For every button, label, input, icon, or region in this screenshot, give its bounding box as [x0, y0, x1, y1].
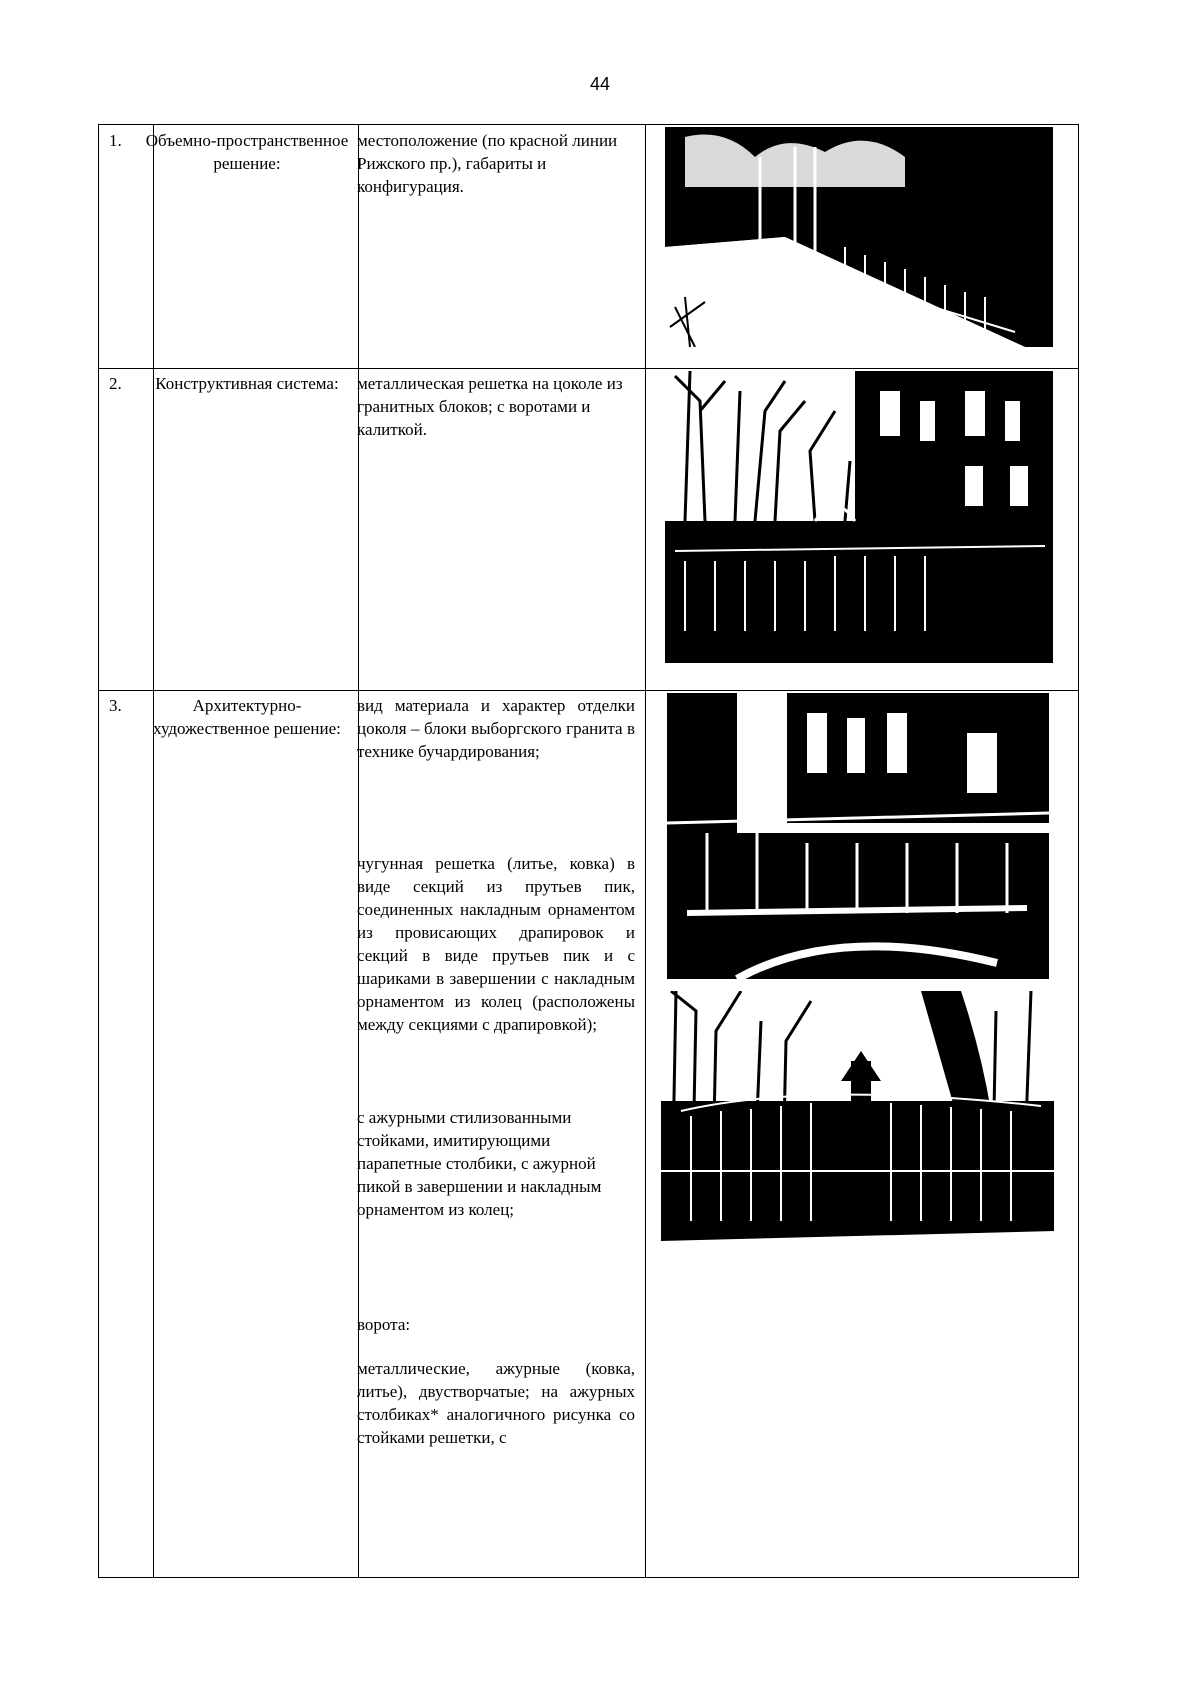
column-divider: [645, 125, 646, 1577]
description-paragraph: металлическая решетка на цоколе из гранитных блоков; с воротами и калиткой.: [357, 374, 623, 439]
fence-street-photo: [665, 127, 1053, 347]
description-paragraph: местоположение (по красной линии Рижского пр.), габариты и конфигурация.: [357, 131, 618, 196]
granite-plinth-photo: [667, 693, 1049, 979]
row-3-number: 3.: [109, 696, 122, 715]
description-paragraph: металлические, ажурные (ковка, литье), двустворчатые; на ажурных столбиках* аналогичного рисунка со стойками решетки, с: [357, 1359, 635, 1447]
description-paragraph: с ажурными стилизованными стойками, имитирующими парапетные столбики, с ажурной пикой в завершении и накладным орнаментом из колец;: [357, 1108, 602, 1219]
column-divider: [153, 125, 154, 1577]
row-2-description: [357, 372, 627, 441]
row-2-name: Конструктивная система:: [155, 374, 339, 393]
row-1-number: 1.: [109, 131, 122, 150]
description-paragraph: вид материала и характер отделки цоколя – блоки выборгского гранита в технике бучардирования;: [357, 696, 635, 761]
description-paragraph: чугунная решетка (литье, ковка) в виде секций из прутьев пик, соединенных накладным орнаментом из провисающих драпировок и секций в виде прутьев пик и с шариками в завершении с накладным орнаментом из колец (расположены между секциями с драпировкой);: [357, 854, 635, 1034]
row-1-description: [357, 129, 627, 198]
row-3-name: Архитектурно-художественное решение:: [153, 696, 341, 738]
page-number: 44: [589, 74, 611, 94]
description-paragraph: ворота:: [357, 1315, 411, 1334]
features-table: [98, 124, 1079, 1578]
ornamental-fence-photo: [661, 991, 1054, 1259]
row-divider: [99, 690, 1078, 691]
row-1-name: Объемно-пространственное решение:: [145, 131, 349, 173]
row-3-description: [357, 694, 635, 1449]
row-divider: [99, 368, 1078, 369]
row-2-number: 2.: [109, 374, 122, 393]
fence-building-photo: [665, 371, 1053, 663]
